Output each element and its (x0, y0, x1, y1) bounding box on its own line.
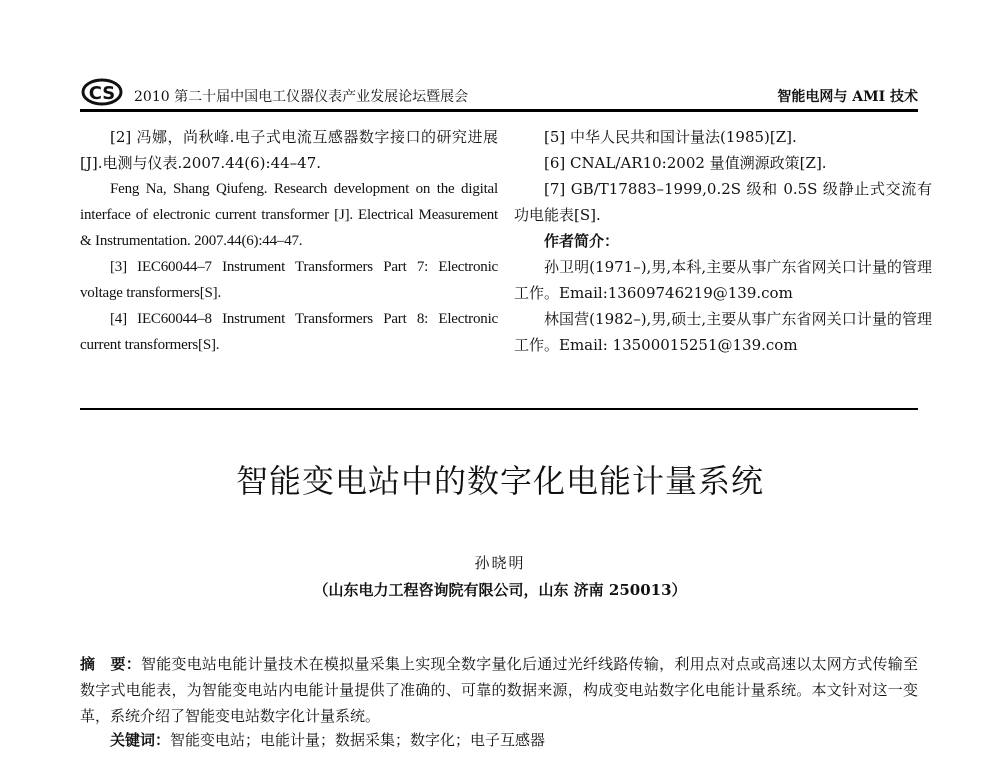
author-intro-entry-2: 林国营(1982–),男,硕士,主要从事广东省网关口计量的管理工作。Email: 13500015251@139.com (514, 310, 932, 354)
references-right-column (514, 124, 932, 358)
header-conference-name: 2010 第二十届中国电工仪器仪表产业发展论坛暨展会 (134, 89, 469, 105)
reference-7: [7] GB/T17883–1999,0.2S 级和 0.5S 级静止式交流有功电能表[S]. (514, 180, 932, 224)
svg-text:CS: CS (88, 83, 116, 104)
reference-5: [5] 中华人民共和国计量法(1985)[Z]. (544, 128, 797, 146)
keywords-text: 智能变电站；电能计量；数据采集；数字化；电子互感器 (170, 731, 546, 749)
article-title: 智能变电站中的数字化电能计量系统 (235, 462, 764, 500)
keywords (110, 729, 545, 750)
reference-4: [4] IEC60044–8 Instrument Transformers Part 8: Electronic current transformers[S]. (80, 311, 498, 353)
article-affiliation: （山东电力工程咨询院有限公司，山东 济南 250013） (313, 581, 687, 599)
reference-6: [6] CNAL/AR10:2002 量值溯源政策[Z]. (544, 154, 827, 172)
abstract (80, 651, 918, 729)
page-header (80, 78, 918, 108)
reference-2-english: Feng Na, Shang Qiufeng. Research development on the digital interface of electronic current transformer [J]. Electrical Measurement & Instrumentation. 2007.44(6):44–47. (80, 181, 498, 249)
header-section-name: 智能电网与 AMI 技术 (777, 89, 918, 105)
author-intro-heading: 作者简介： (544, 232, 620, 250)
reference-2: [2] 冯娜，尚秋峰.电子式电流互感器数字接口的研究进展[J].电测与仪表.2007.44(6):44–47. (80, 128, 498, 172)
references-left-column (80, 124, 498, 358)
author-intro-entry-1: 孙卫明(1971–),男,本科,主要从事广东省网关口计量的管理工作。Email:13609746219@139.com (514, 258, 932, 302)
conference-logo-icon (80, 78, 128, 106)
keywords-label: 关键词： (110, 731, 171, 749)
article-author: 孙晓明 (474, 554, 526, 572)
section-divider (80, 408, 918, 410)
reference-3: [3] IEC60044–7 Instrument Transformers Part 7: Electronic voltage transformers[S]. (80, 259, 498, 301)
abstract-text: 智能变电站电能计量技术在模拟量采集上实现全数字量化后通过光纤线路传输，利用点对点或高速以太网方式传输至数字式电能表，为智能变电站内电能计量提供了准确的、可靠的数据来源，构成变电站数字化电能计量系统。本文针对这一变革，系统介绍了智能变电站数字化计量系统。 (80, 655, 918, 725)
header-rule (80, 109, 918, 112)
abstract-label: 摘 要： (80, 655, 141, 673)
